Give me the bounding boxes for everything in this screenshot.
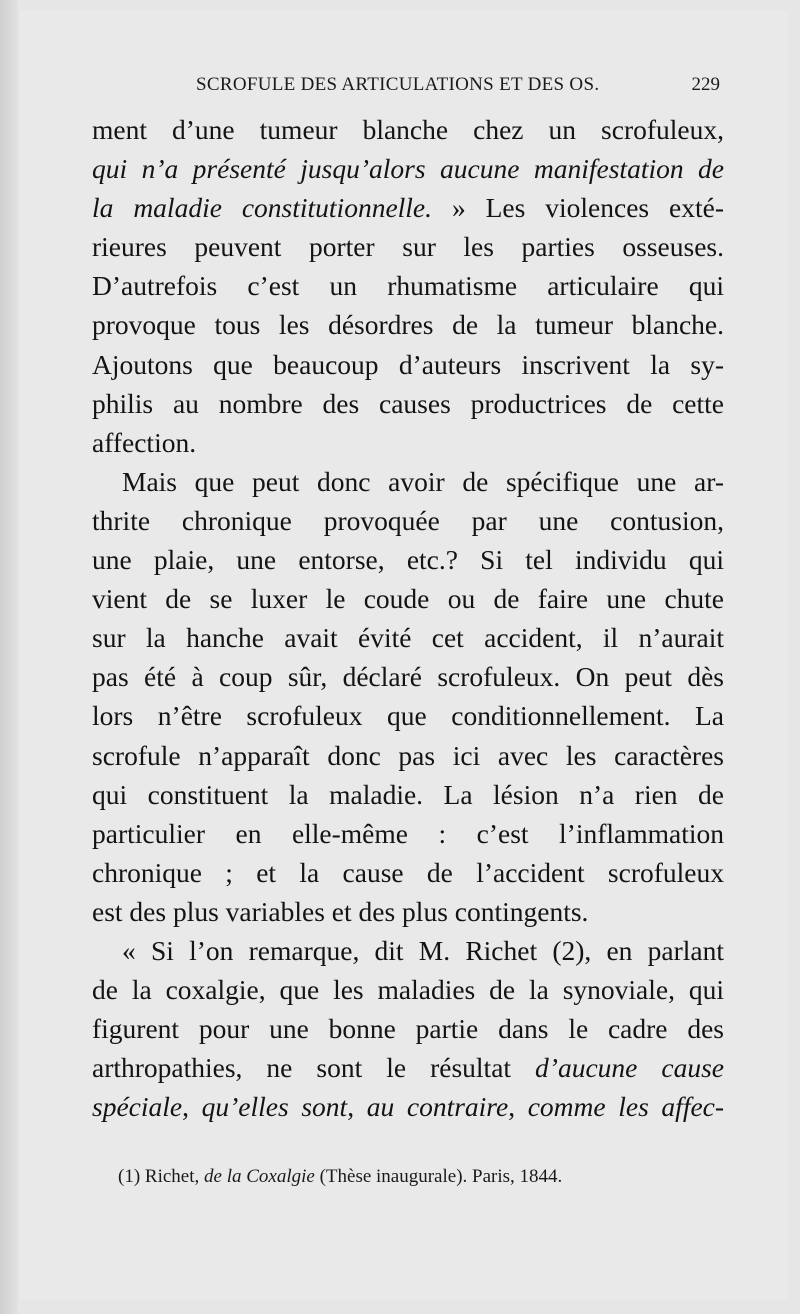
text-line: ment d’une tumeur blanche chez un scrofuleux, xyxy=(92,114,724,145)
text-line: vient de se luxer le coude ou de faire une chute xyxy=(92,583,724,615)
footnote-title: de la Coxalgie xyxy=(204,1166,315,1187)
footnote-author: Richet, xyxy=(140,1166,205,1187)
text-line: qui constituent la maladie. La lésion n’a rien de xyxy=(92,778,724,810)
footnote xyxy=(118,1166,718,1188)
text-line: philis au nombre des causes productrices de cette xyxy=(92,387,724,419)
text-line: sur la hanche avait évité cet accident, il n’aurait xyxy=(92,622,724,654)
text-line: est des plus variables et des plus contingents. xyxy=(92,895,589,927)
footnote-details: (Thèse inaugurale). Paris, 1844. xyxy=(314,1166,563,1187)
body-text xyxy=(92,110,724,1126)
text-line: de la coxalgie, que les maladies de la synoviale, qui xyxy=(92,974,724,1006)
text-line: arthropathies, ne sont le résultat d’aucune cause xyxy=(92,1052,724,1084)
page-number: 229 xyxy=(691,74,720,95)
running-header xyxy=(178,70,738,102)
text-line: affection. xyxy=(92,426,197,458)
text-line: thrite chronique provoquée par une contusion, xyxy=(92,504,724,536)
text-line: qui n’a présenté jusqu’alors aucune manifestation de xyxy=(92,153,724,185)
text-line: provoque tous les désordres de la tumeur blanche. xyxy=(92,309,724,341)
text-line: particulier en elle-même : c’est l’inflammation xyxy=(92,817,724,849)
text-line: la maladie constitutionnelle. » Les violences exté- xyxy=(92,192,725,224)
text-line: pas été à coup sûr, déclaré scrofuleux. On peut dès xyxy=(92,661,724,693)
text-line: spéciale, qu’elles sont, au contraire, comme les affec- xyxy=(92,1091,725,1123)
footnote-marker: (1) xyxy=(118,1166,141,1187)
text-line: Ajoutons que beaucoup d’auteurs inscrivent la sy- xyxy=(92,348,724,380)
page-edge xyxy=(0,0,18,1314)
text-line: figurent pour une bonne partie dans le cadre des xyxy=(92,1013,724,1045)
text-line: rieures peuvent porter sur les parties osseuses. xyxy=(92,231,724,263)
running-title: SCROFULE DES ARTICULATIONS ET DES OS. xyxy=(196,74,600,95)
text-line: scrofule n’apparaît donc pas ici avec les caractères xyxy=(92,739,724,771)
text-line: chronique ; et la cause de l’accident scrofuleux xyxy=(92,856,724,888)
text-line: D’autrefois c’est un rhumatisme articulaire qui xyxy=(92,270,724,302)
text-line: Mais que peut donc avoir de spécifique une ar- xyxy=(122,465,724,497)
text-line: « Si l’on remarque, dit M. Richet (2), en parlant xyxy=(122,934,724,966)
text-line: une plaie, une entorse, etc.? Si tel individu qui xyxy=(92,544,724,576)
text-line: lors n’être scrofuleux que conditionnellement. La xyxy=(92,700,724,732)
